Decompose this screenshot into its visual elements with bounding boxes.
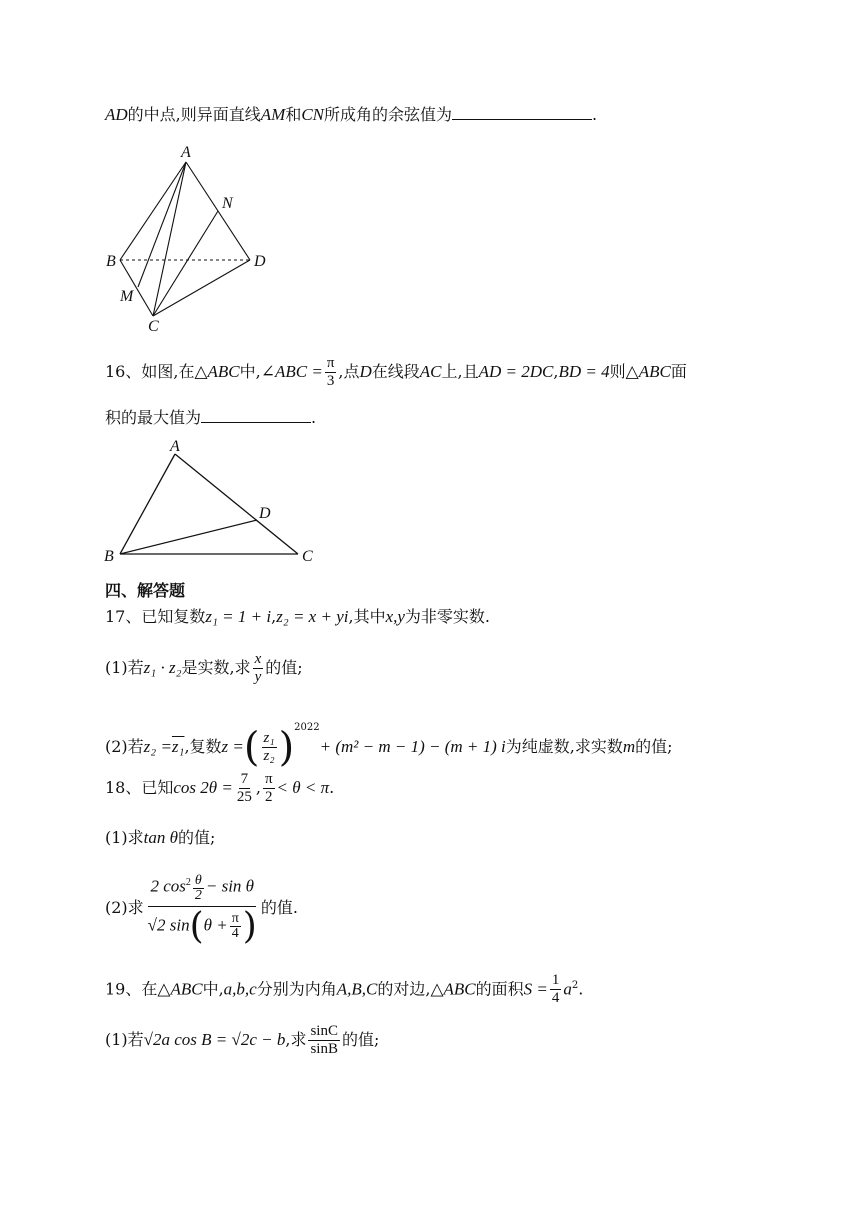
q18-p2-top-two: 2 bbox=[194, 887, 202, 903]
q18-p1-label: (1)求 bbox=[105, 828, 144, 847]
label-d: D bbox=[259, 505, 271, 522]
q18-cos: cos 2θ = bbox=[173, 778, 233, 797]
q18-p1-end: 的值; bbox=[178, 828, 216, 847]
label-c: C bbox=[148, 318, 159, 335]
label-m: M bbox=[120, 288, 134, 305]
q17-p1-fraction bbox=[253, 651, 264, 686]
q17-p1-product: z₁ · z₂ bbox=[143, 658, 182, 677]
q19-p1-text: ,求 bbox=[285, 1030, 307, 1049]
q19-text3: 分别为内角 bbox=[256, 979, 337, 999]
tetrahedron-figure bbox=[100, 140, 300, 340]
q19-one: 1 bbox=[551, 972, 560, 989]
q18-p1-expr: tan θ bbox=[143, 828, 178, 847]
q18-p2-pi-over-4 bbox=[230, 912, 241, 941]
q17-p1-den: y bbox=[254, 669, 262, 685]
q17-text3: 为非零实数. bbox=[404, 607, 491, 626]
q16-number: 16、 bbox=[105, 362, 142, 381]
q17-p1-label: (1)若 bbox=[105, 658, 144, 677]
q19-four: 4 bbox=[551, 990, 560, 1007]
q17-p2-fden: z₂ bbox=[263, 748, 275, 764]
q17-p1-num: x bbox=[254, 651, 262, 667]
q15-end: . bbox=[592, 105, 598, 124]
q18-number: 18、 bbox=[105, 778, 142, 797]
q18-p2-bot-a: √2 sin bbox=[147, 915, 190, 935]
q16-end: . bbox=[311, 408, 317, 427]
q16-angle: ∠ABC = bbox=[260, 362, 323, 381]
q17-p2-eq: z₂ = bbox=[143, 737, 172, 756]
q16-text4: 在线段 bbox=[371, 362, 420, 381]
label-c: C bbox=[302, 548, 313, 565]
q15-am: AM bbox=[260, 105, 286, 124]
q17-p2-fnum: z₁ bbox=[263, 730, 275, 746]
q18-pinum: π bbox=[264, 771, 273, 787]
label-a: A bbox=[181, 144, 191, 161]
q18-range: < θ < π bbox=[276, 778, 330, 797]
q16-eq2: BD = 4 bbox=[558, 362, 610, 381]
q16-text3: ,点 bbox=[338, 362, 360, 381]
q18-p2-denominator bbox=[146, 907, 259, 945]
q17-p1-end: 的值; bbox=[265, 658, 303, 677]
q17-paren-open: ( bbox=[243, 724, 260, 771]
q15-ad: AD bbox=[105, 105, 128, 124]
q17-p2-end: 的值; bbox=[635, 737, 673, 756]
triangle-figure bbox=[100, 436, 330, 566]
q19-text4: 的对边, bbox=[377, 979, 431, 999]
q16-triangle: △ABC bbox=[194, 362, 240, 381]
q16-answer-blank[interactable] bbox=[201, 408, 311, 423]
q15-answer-blank[interactable] bbox=[452, 105, 592, 120]
q17-part1 bbox=[105, 648, 303, 688]
q19-S: S = bbox=[523, 979, 548, 999]
q18-p2-label: (2)求 bbox=[105, 898, 144, 917]
q17-p2-m: m bbox=[622, 737, 636, 756]
q18-p2-top-a: 2 cos bbox=[150, 876, 186, 896]
q16-d: D bbox=[359, 362, 372, 381]
q19-p1-den: sinB bbox=[310, 1041, 338, 1057]
label-d: D bbox=[254, 253, 266, 270]
q17-p2-text2: 为纯虚数,求实数 bbox=[505, 737, 623, 756]
q15-line bbox=[105, 104, 597, 126]
q19-text1: 在 bbox=[141, 979, 158, 999]
q18-stem bbox=[105, 768, 334, 808]
q18-part1 bbox=[105, 827, 215, 849]
q17-p2-conjugate: z₁ bbox=[171, 737, 185, 756]
q17-p2-label: (2)若 bbox=[105, 737, 144, 756]
q18-num7: 7 bbox=[240, 771, 249, 787]
q17-p1-text: 是实数,求 bbox=[181, 658, 251, 677]
q18-seven-over-25 bbox=[235, 771, 254, 806]
q19-sq: 2 bbox=[571, 980, 579, 991]
q16-triangle2: △ABC bbox=[625, 362, 671, 381]
q19-end: . bbox=[578, 979, 584, 999]
q19-p1-end: 的值; bbox=[341, 1030, 380, 1049]
q16-text7: 面 bbox=[670, 362, 687, 381]
segment-cn bbox=[153, 211, 218, 316]
q18-pi-over-2 bbox=[263, 771, 275, 806]
segment-bd bbox=[120, 520, 257, 554]
q18-text1: 已知 bbox=[141, 778, 174, 797]
q18-end: . bbox=[329, 778, 335, 797]
q19-p1-num: sinC bbox=[310, 1023, 338, 1039]
q17-p2-text: ,复数 bbox=[184, 737, 222, 756]
q15-text-c: 所成角的余弦值为 bbox=[324, 105, 453, 124]
q17-xy: x,y bbox=[385, 607, 405, 626]
q17-stem bbox=[105, 606, 490, 628]
label-b: B bbox=[104, 548, 114, 565]
q17-text1: 已知复数 bbox=[141, 607, 206, 626]
q16-ac: AC bbox=[419, 362, 442, 381]
label-b: B bbox=[106, 253, 116, 270]
q17-part2 bbox=[105, 698, 673, 777]
q19-text5: 的面积 bbox=[475, 979, 524, 999]
q16-text6: 则 bbox=[609, 362, 626, 381]
q18-p2-end: 的值. bbox=[260, 898, 298, 917]
segment-am bbox=[138, 162, 186, 287]
side-ac bbox=[175, 454, 298, 554]
q18-part2 bbox=[105, 862, 298, 954]
side-ab bbox=[120, 454, 175, 554]
q19-stem bbox=[105, 966, 583, 1009]
q17-p2-fraction bbox=[262, 730, 277, 765]
q17-p2-z: z = bbox=[221, 737, 244, 756]
q19-triangle2: △ABC bbox=[430, 979, 476, 999]
q18-paren-open: ( bbox=[189, 905, 204, 947]
q17-comma: , bbox=[271, 607, 277, 626]
q16-three: 3 bbox=[326, 373, 335, 389]
q17-p2-rest: + (m² − m − 1) − (m + 1) i bbox=[319, 737, 506, 756]
q19-triangle: △ABC bbox=[157, 979, 203, 999]
q16-line1 bbox=[105, 352, 687, 392]
label-n: N bbox=[222, 195, 233, 212]
q18-p2-fraction bbox=[146, 872, 259, 947]
q17-z2: z₂ = x + yi bbox=[276, 607, 349, 626]
q16-text1: 如图,在 bbox=[141, 362, 195, 381]
q18-piden: 2 bbox=[265, 789, 273, 805]
q18-p2-top-b: − sin θ bbox=[205, 876, 255, 896]
q18-p2-theta-over-2 bbox=[193, 874, 204, 903]
q16-pi: π bbox=[326, 355, 335, 371]
q16-text5: 上,且 bbox=[441, 362, 479, 381]
q16-eq1: AD = 2DC bbox=[478, 362, 554, 381]
q18-den25: 25 bbox=[236, 789, 252, 805]
q19-p1-label: (1)若 bbox=[105, 1030, 144, 1049]
q19-p1-eq: √2a cos B = √2c − b bbox=[143, 1030, 286, 1049]
q19-ABC: A,B,C bbox=[336, 979, 378, 999]
q19-p1-fraction bbox=[308, 1023, 340, 1058]
q16-line2-text: 积的最大值为 bbox=[105, 408, 202, 427]
q18-p2-bot-four: 4 bbox=[231, 926, 239, 942]
q19-a: a bbox=[563, 979, 572, 999]
edge-cd bbox=[153, 260, 250, 316]
q19-part1 bbox=[105, 1020, 379, 1060]
section-title: 四、解答题 bbox=[105, 581, 186, 600]
q17-z1: z₁ = 1 + i bbox=[205, 607, 272, 626]
q18-p2-top-sq: 2 bbox=[185, 877, 191, 889]
q18-p2-numerator bbox=[148, 872, 256, 906]
q17-text2: ,其中 bbox=[348, 607, 386, 626]
q16-comma: , bbox=[553, 362, 559, 381]
q18-p2-top-th: θ bbox=[194, 872, 202, 888]
q19-one-over-four bbox=[550, 972, 562, 1007]
q18-p2-bot-th: θ + bbox=[203, 915, 228, 935]
label-a: A bbox=[170, 438, 180, 455]
q17-number: 17、 bbox=[105, 607, 142, 626]
edge-ab bbox=[120, 162, 186, 260]
q18-comma: , bbox=[255, 778, 261, 797]
q19-number: 19、 bbox=[105, 979, 142, 999]
q16-pi-over-3 bbox=[325, 355, 337, 390]
q18-p2-bot-pi: π bbox=[231, 911, 239, 927]
q17-p2-exponent: 2022 bbox=[294, 722, 320, 733]
q19-abc: a,b,c bbox=[223, 979, 257, 999]
q19-text2: 中, bbox=[202, 979, 224, 999]
edge-ac bbox=[153, 162, 186, 316]
q17-paren-close: ) bbox=[278, 724, 295, 771]
q15-cn: CN bbox=[301, 105, 325, 124]
q15-text-a: 的中点,则异面直线 bbox=[127, 105, 261, 124]
q16-line2 bbox=[105, 407, 316, 429]
q16-text2: 中, bbox=[239, 362, 261, 381]
q15-text-b: 和 bbox=[285, 105, 302, 124]
q18-paren-close: ) bbox=[242, 905, 257, 947]
